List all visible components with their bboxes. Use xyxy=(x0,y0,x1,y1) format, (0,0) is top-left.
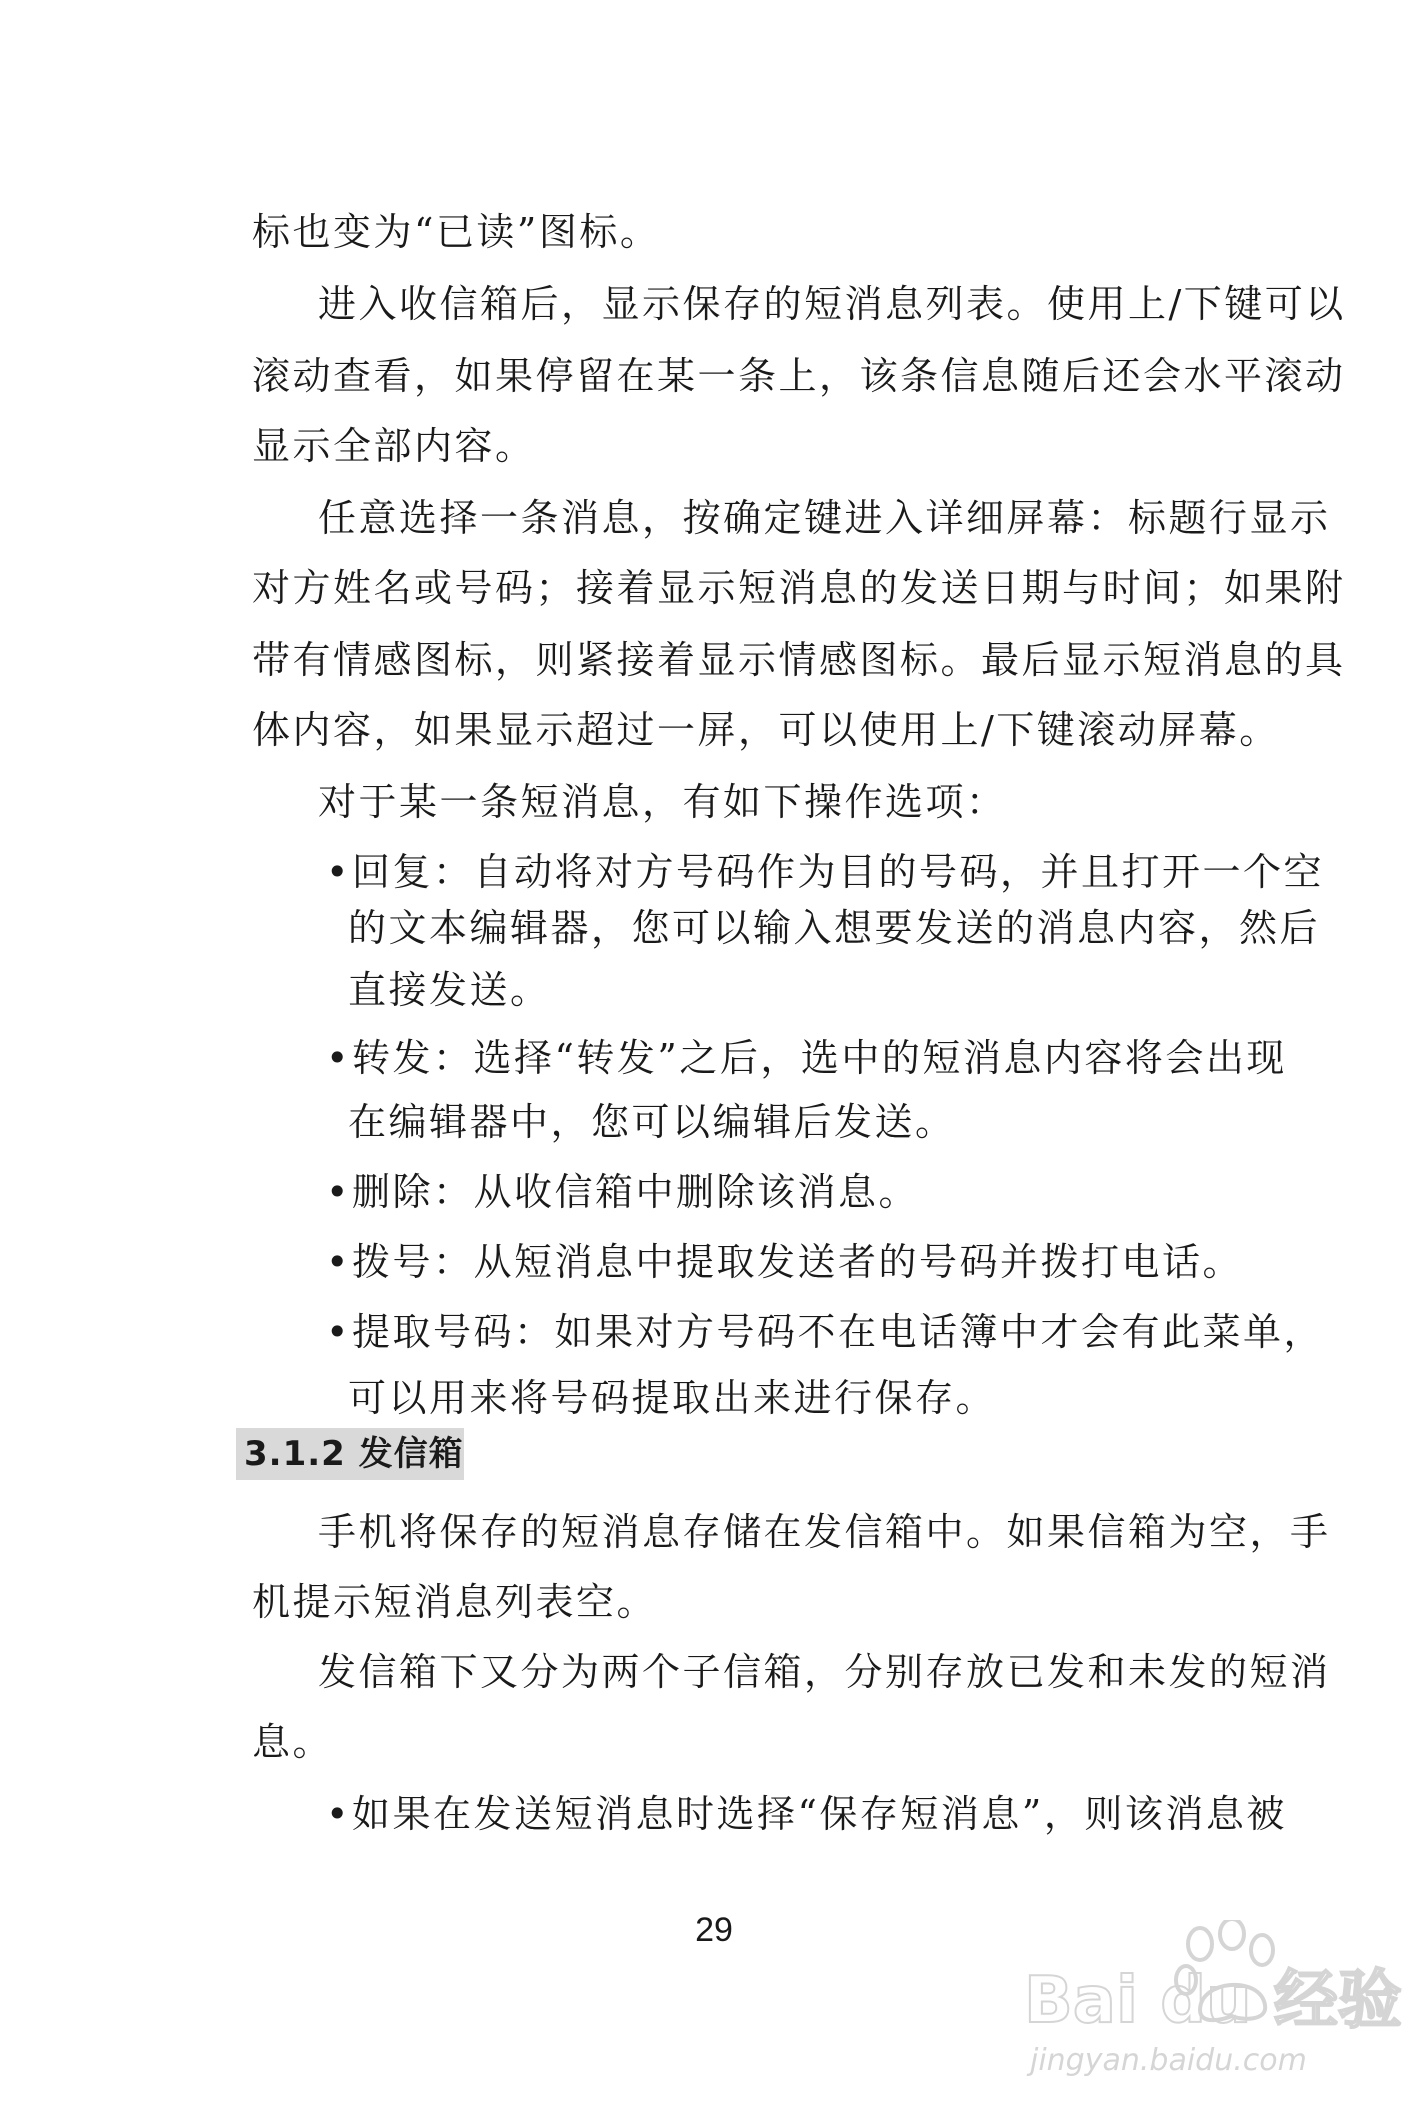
bullet-marker: • xyxy=(326,1240,349,1284)
baidu-watermark xyxy=(1020,1920,1402,2090)
paragraph-line: 标也变为“已读”图标。 xyxy=(252,210,661,254)
paragraph-line: 带有情感图标，则紧接着显示情感图标。最后显示短消息的具 xyxy=(252,638,1346,682)
paragraph-line: 任意选择一条消息，按确定键进入详细屏幕：标题行显示 xyxy=(318,496,1331,540)
paragraph-line: 显示全部内容。 xyxy=(252,424,536,468)
section-heading-text: 3.1.2 发信箱 xyxy=(244,1434,464,1474)
paragraph-line: 体内容，如果显示超过一屏，可以使用上/下键滚动屏幕。 xyxy=(252,708,1280,752)
bullet-line: 如果在发送短消息时选择“保存短消息”，则该消息被 xyxy=(352,1792,1287,1836)
bullet-marker: • xyxy=(326,850,349,894)
paragraph-line: 息。 xyxy=(252,1720,334,1764)
paragraph-line: 机提示短消息列表空。 xyxy=(252,1580,658,1624)
paragraph-line: 发信箱下又分为两个子信箱，分别存放已发和未发的短消 xyxy=(318,1650,1331,1694)
paragraph-line: 手机将保存的短消息存储在发信箱中。如果信箱为空，手 xyxy=(318,1510,1331,1554)
bullet-line: 在编辑器中，您可以编辑后发送。 xyxy=(348,1100,956,1144)
page-number: 29 xyxy=(695,1911,733,1949)
bullet-line: 转发：选择“转发”之后，选中的短消息内容将会出现 xyxy=(352,1036,1287,1080)
bullet-marker: • xyxy=(326,1310,349,1354)
bullet-marker: • xyxy=(326,1036,349,1080)
bullet-line: 回复：自动将对方号码作为目的号码，并且打开一个空 xyxy=(352,850,1325,894)
bullet-line: 删除：从收信箱中删除该消息。 xyxy=(352,1170,920,1214)
paragraph-line: 对于某一条短消息，有如下操作选项： xyxy=(318,780,1007,824)
watermark-url: jingyan.baidu.com xyxy=(1030,2043,1307,2078)
bullet-line: 提取号码：如果对方号码不在电话簿中才会有此菜单， xyxy=(352,1310,1325,1354)
paragraph-line: 滚动查看，如果停留在某一条上，该条信息随后还会水平滚动 xyxy=(252,354,1346,398)
paragraph-line: 对方姓名或号码；接着显示短消息的发送日期与时间；如果附 xyxy=(252,566,1346,610)
section-heading xyxy=(236,1428,464,1480)
bullet-line: 的文本编辑器，您可以输入想要发送的消息内容，然后 xyxy=(348,906,1321,950)
watermark-brand: Bai du 经验 xyxy=(1024,1964,1402,2038)
bullet-line: 可以用来将号码提取出来进行保存。 xyxy=(348,1376,997,1420)
bullet-line: 直接发送。 xyxy=(348,968,551,1012)
bullet-line: 拨号：从短消息中提取发送者的号码并拨打电话。 xyxy=(352,1240,1244,1284)
bullet-marker: • xyxy=(326,1792,349,1836)
bullet-marker: • xyxy=(326,1170,349,1214)
paragraph-line: 进入收信箱后，显示保存的短消息列表。使用上/下键可以 xyxy=(318,282,1346,326)
